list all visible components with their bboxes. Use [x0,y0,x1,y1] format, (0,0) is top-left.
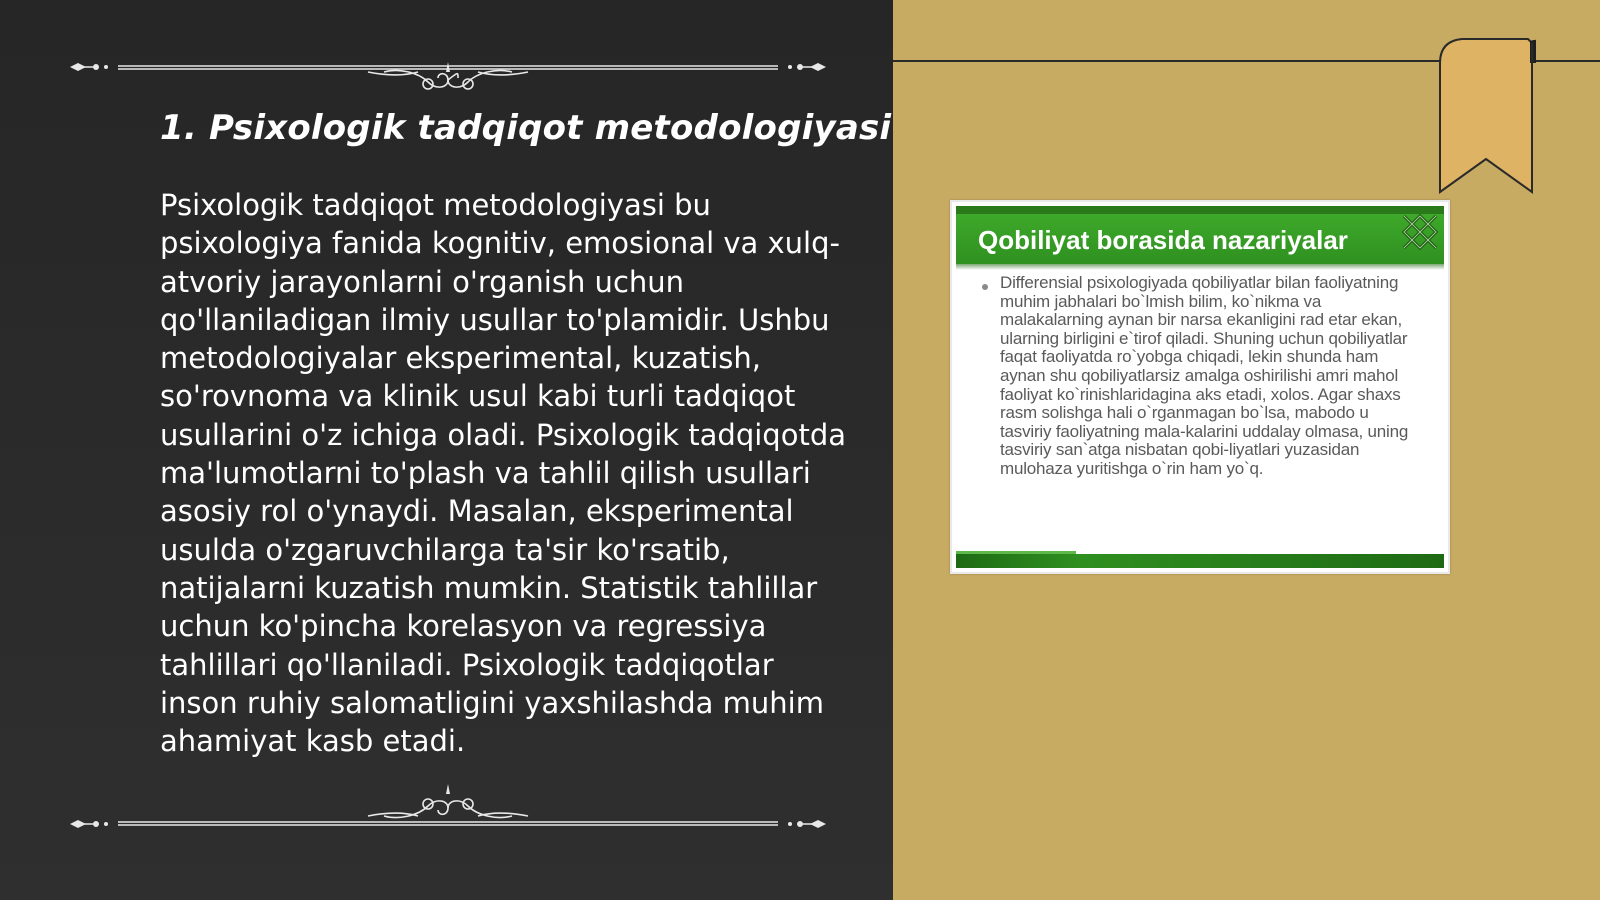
bookmark-ribbon-icon [1436,37,1536,197]
embedded-slide-bullet-text: Differensial psixologiyada qobiliyatlar bilan faoliyatning muhim jabhalari bo`lmish bilim, ko`nikma va malakalarning aynan bir narsa ekanligini rad etar ekan, ularning birligini e`tirof qiladi. Shuning uchun qobiliyatlar faqat faoliyatda ro`yobga chiqadi, lekin shunda ham aynan shu qobiliyatlarsiz amalga oshirilishi amri mahol faoliyat ko`rinishlaridagina aks etadi, xolos. Agar shaxs rasm solishga hali o`rganmagan bo`lsa, mabodo u tasviriy faoliyatning mala-kalarini uddalay olmasa, uning tasviriy san`atga nisbatan qobi-liyatlari yuzasidan mulohaza yuritishga o`rin ham yo`q. [1000,273,1409,478]
bullet-dot [982,284,988,290]
embedded-slide-topbar [956,206,1444,214]
bottom-ornament-divider [68,772,828,832]
embedded-slide-title: Qobiliyat borasida nazariyalar [978,225,1348,255]
slide-body-text: Psixologik tadqiqot metodologiyasi bu psixologiya fanida kognitiv, emosional va xulq-atvoriy jarayonlarni o'rganish uchun qo'llaniladigan ilmiy usullar to'plamidir. Ushbu metodologiyalar eksperimental, kuzatish, so'rovnoma va klinik usul kabi turli tadqiqot usullarini o'z ichiga oladi. Psixologik tadqiqotda ma'lumotlarni to'plash va tahlil qilish usullari asosiy rol o'ynaydi. Masalan, eksperimental usulda o'zgaruvchilarga ta'sir ko'rsatib, natijalarni kuzatish mumkin. Statistik tahlillar uchun ko'pincha korelasyon va regressiya tahlillari qo'llaniladi. Psixologik tadqiqotlar inson ruhiy salomatligini yaxshilashda muhim ahamiyat kasb etadi. [160,188,847,759]
embedded-slide-image [950,200,1450,574]
embedded-slide-bottombar [956,554,1444,568]
embedded-slide-header-shadow [956,264,1444,270]
top-ornament-divider [68,42,828,102]
celtic-knot-icon [1400,212,1440,252]
slide-title: 1. Psixologik tadqiqot metodologiyasi [160,108,892,148]
